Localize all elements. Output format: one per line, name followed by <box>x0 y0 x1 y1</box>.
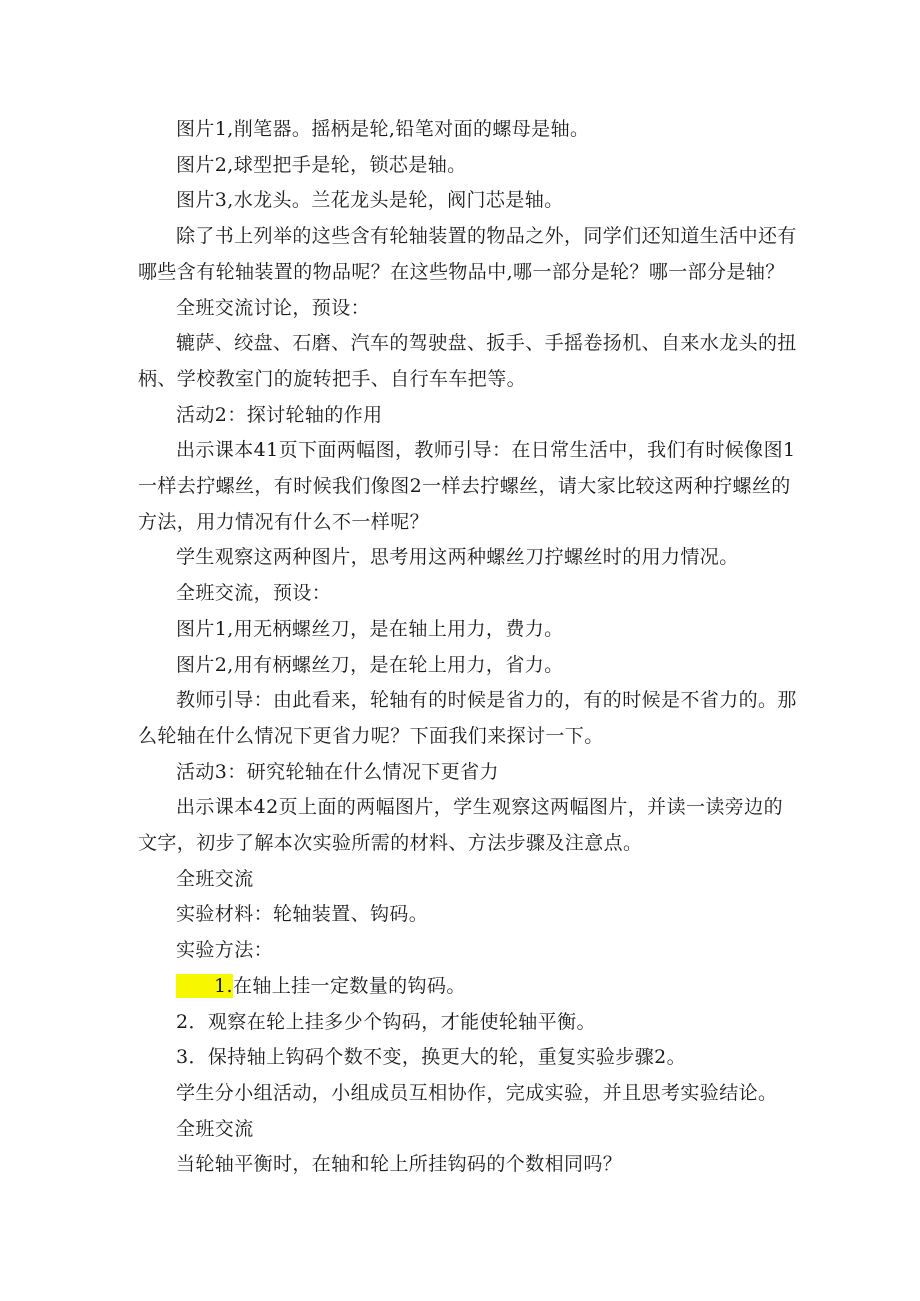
paragraph-17: 实验材料：轮轴装置、钩码。 <box>176 903 429 926</box>
paragraph-9: 学生观察这两种图片，思考用这两种螺丝刀拧螺丝时的用力情况。 <box>176 546 739 569</box>
paragraph-24: 当轮轴平衡时，在轴和轮上所挂钩码的个数相同吗？ <box>176 1153 623 1176</box>
paragraph-12: 图片2,用有柄螺丝刀，是在轮上用力，省力。 <box>176 653 564 676</box>
paragraph-7: 活动2：探讨轮轴的作用 <box>176 403 383 426</box>
paragraph-4: 除了书上列举的这些含有轮轴装置的物品之外，同学们还知道生活中还有哪些含有轮轴装置的物品呢？在这些物品中,哪一部分是轮？哪一部分是轴？ <box>138 225 797 283</box>
paragraph-16: 全班交流 <box>176 867 254 890</box>
paragraph-5: 全班交流讨论，预设： <box>176 296 371 319</box>
document-body <box>138 112 798 1183</box>
paragraph-6: 辘萨、绞盘、石磨、汽车的驾驶盘、扳手、手摇卷扬机、自来水龙头的扭柄、学校教室门的旋转把手、自行车车把等。 <box>138 332 797 390</box>
paragraph-13: 教师引导：由此看来，轮轴有的时候是省力的，有的时候是不省力的。那么轮轴在什么情况下更省力呢？下面我们来探讨一下。 <box>138 689 797 747</box>
step-3: 3．保持轴上钩码个数不变，换更大的轮，重复实验步骤2。 <box>176 1046 686 1069</box>
paragraph-14: 活动3：研究轮轴在什么情况下更省力 <box>176 760 499 783</box>
paragraph-18: 实验方法： <box>176 939 274 962</box>
paragraph-11: 图片1,用无柄螺丝刀，是在轴上用力，费力。 <box>176 617 564 640</box>
paragraph-3: 图片3,水龙头。兰花龙头是轮，阀门芯是轴。 <box>176 189 564 212</box>
step-1-text: 在轴上挂一定数量的钩码。 <box>232 974 466 997</box>
paragraph-1: 图片1,削笔器。摇柄是轮,铅笔对面的螺母是轴。 <box>176 118 590 140</box>
paragraph-2: 图片2,球型把手是轮，锁芯是轴。 <box>176 153 467 176</box>
paragraph-15: 出示课本42页上面的两幅图片，学生观察这两幅图片，并读一读旁边的文字，初步了解本次实验所需的材料、方法步骤及注意点。 <box>138 796 783 855</box>
highlighted-step-number: 1. <box>176 974 233 998</box>
paragraph-10: 全班交流，预设： <box>176 582 332 605</box>
step-1 <box>138 969 798 1005</box>
step-2: 2．观察在轮上挂多少个钩码，才能使轮轴平衡。 <box>176 1010 596 1033</box>
paragraph-23: 全班交流 <box>176 1117 254 1140</box>
paragraph-22: 学生分小组活动，小组成员互相协作，完成实验，并且思考实验结论。 <box>176 1081 778 1104</box>
paragraph-8: 出示课本41页下面两幅图，教师引导：在日常生活中，我们有时候像图1一样去拧螺丝，有时候我们像图2一样去拧螺丝，请大家比较这两种拧螺丝的方法，用力情况有什么不一样呢？ <box>138 439 796 533</box>
